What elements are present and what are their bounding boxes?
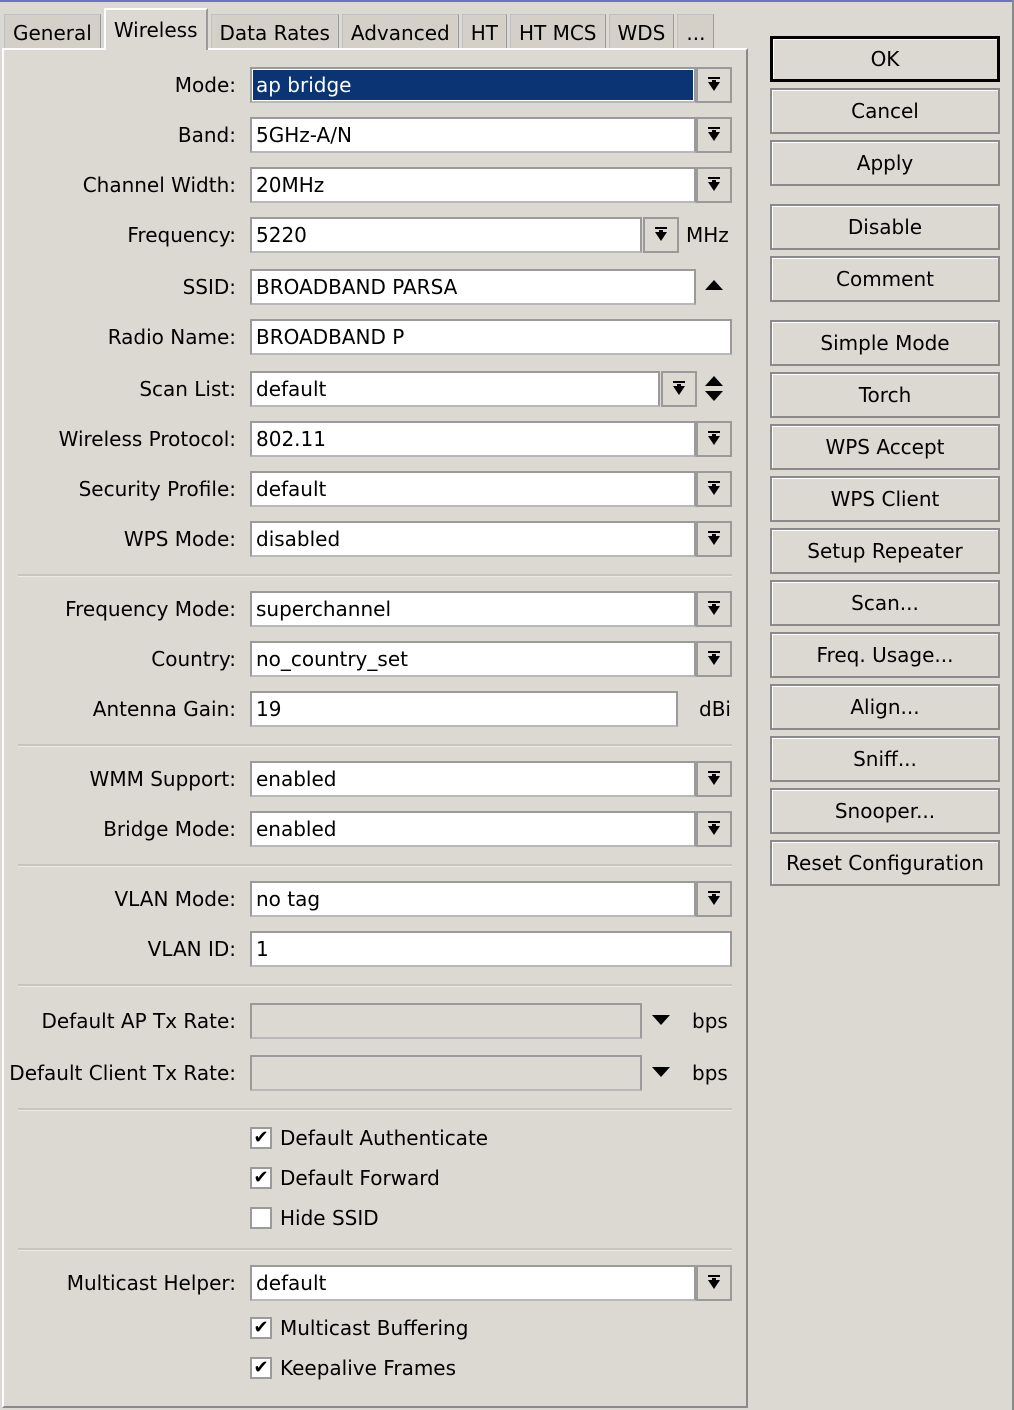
torch-button[interactable]: Torch bbox=[770, 372, 1000, 418]
scan-button[interactable]: Scan... bbox=[770, 580, 1000, 626]
ssid-label: SSID: bbox=[182, 275, 236, 299]
default-ap-tx-rate-row bbox=[0, 1003, 760, 1039]
wps-mode-select[interactable]: disabled bbox=[250, 521, 696, 557]
cancel-button[interactable]: Cancel bbox=[770, 88, 1000, 134]
country-dropdown-button[interactable] bbox=[696, 641, 732, 677]
band-dropdown-button[interactable] bbox=[696, 117, 732, 153]
bridge-mode-dropdown-button[interactable] bbox=[696, 811, 732, 847]
frequency-mode-dropdown-button[interactable] bbox=[696, 591, 732, 627]
tab-wireless[interactable]: Wireless bbox=[104, 8, 208, 50]
default-client-tx-rate-unit: bps bbox=[692, 1061, 728, 1085]
dropdown-arrow-icon bbox=[707, 431, 721, 447]
checkbox-box[interactable]: ✔ bbox=[250, 1357, 272, 1379]
mode-dropdown-button[interactable] bbox=[696, 67, 732, 103]
band-select[interactable]: 5GHz-A/N bbox=[250, 117, 696, 153]
tab-ht-mcs[interactable]: HT MCS bbox=[510, 14, 606, 50]
default-authenticate-checkbox[interactable] bbox=[250, 1124, 488, 1152]
wps-client-button[interactable]: WPS Client bbox=[770, 476, 1000, 522]
vlan-mode-row bbox=[0, 881, 760, 917]
wireless-protocol-dropdown-button[interactable] bbox=[696, 421, 732, 457]
dropdown-arrow-icon bbox=[707, 77, 721, 93]
wireless-protocol-row bbox=[0, 421, 760, 457]
bridge-mode-row bbox=[0, 811, 760, 847]
country-row bbox=[0, 641, 760, 677]
dropdown-arrow-icon bbox=[707, 127, 721, 143]
dropdown-arrow-icon bbox=[707, 601, 721, 617]
tab-general[interactable]: General bbox=[4, 14, 101, 50]
antenna-gain-unit: dBi bbox=[699, 697, 731, 721]
wps-mode-dropdown-button[interactable] bbox=[696, 521, 732, 557]
tab-bar bbox=[4, 8, 717, 50]
scan-list-row bbox=[0, 371, 760, 407]
default-forward-label: Default Forward bbox=[280, 1166, 440, 1190]
vlan-mode-dropdown-button[interactable] bbox=[696, 881, 732, 917]
default-client-tx-rate-label: Default Client Tx Rate: bbox=[9, 1061, 236, 1085]
band-row bbox=[0, 117, 760, 153]
dropdown-arrow-icon bbox=[654, 227, 668, 243]
dropdown-arrow-icon bbox=[707, 821, 721, 837]
frequency-unit: MHz bbox=[686, 223, 729, 247]
sniff-button[interactable]: Sniff... bbox=[770, 736, 1000, 782]
dropdown-arrow-icon bbox=[707, 771, 721, 787]
vlan-id-row bbox=[0, 931, 760, 967]
ssid-input[interactable]: BROADBAND PARSA bbox=[250, 269, 696, 305]
default-authenticate-label: Default Authenticate bbox=[280, 1126, 489, 1150]
mode-row bbox=[0, 67, 760, 103]
bridge-mode-select[interactable]: enabled bbox=[250, 811, 696, 847]
disable-button[interactable]: Disable bbox=[770, 204, 1000, 250]
dropdown-arrow-icon bbox=[707, 1275, 721, 1291]
security-profile-select[interactable]: default bbox=[250, 471, 696, 507]
keepalive-frames-label: Keepalive Frames bbox=[280, 1356, 457, 1380]
simple-mode-button[interactable]: Simple Mode bbox=[770, 320, 1000, 366]
expand-down-icon[interactable] bbox=[652, 1067, 670, 1077]
wps-mode-label: WPS Mode: bbox=[123, 527, 236, 551]
mode-value: ap bridge bbox=[256, 73, 352, 97]
scan-list-input[interactable]: default bbox=[250, 371, 660, 407]
wmm-support-label: WMM Support: bbox=[89, 767, 236, 791]
vlan-mode-label: VLAN Mode: bbox=[114, 887, 236, 911]
channel-width-select[interactable]: 20MHz bbox=[250, 167, 696, 203]
frequency-mode-label: Frequency Mode: bbox=[65, 597, 236, 621]
section-divider bbox=[18, 574, 732, 577]
default-forward-checkbox[interactable] bbox=[250, 1164, 440, 1192]
remove-down-icon[interactable] bbox=[705, 391, 723, 401]
section-divider bbox=[18, 1108, 732, 1111]
expand-down-icon[interactable] bbox=[652, 1015, 670, 1025]
default-ap-tx-rate-label: Default AP Tx Rate: bbox=[41, 1009, 236, 1033]
band-label: Band: bbox=[177, 123, 236, 147]
wireless-protocol-label: Wireless Protocol: bbox=[58, 427, 236, 451]
checkbox-box[interactable]: ✔ bbox=[250, 1317, 272, 1339]
section-divider bbox=[18, 984, 732, 987]
dropdown-arrow-icon bbox=[707, 891, 721, 907]
snooper-button[interactable]: Snooper... bbox=[770, 788, 1000, 834]
wmm-support-select[interactable]: enabled bbox=[250, 761, 696, 797]
multicast-helper-select[interactable]: default bbox=[250, 1265, 696, 1301]
ssid-row bbox=[0, 269, 760, 305]
wps-accept-button[interactable]: WPS Accept bbox=[770, 424, 1000, 470]
setup-repeater-button[interactable]: Setup Repeater bbox=[770, 528, 1000, 574]
radio-name-input[interactable]: BROADBAND P bbox=[250, 319, 732, 355]
tab-wds[interactable]: WDS bbox=[609, 14, 675, 50]
dropdown-arrow-icon bbox=[672, 381, 686, 397]
dropdown-arrow-icon bbox=[707, 177, 721, 193]
antenna-gain-label: Antenna Gain: bbox=[92, 697, 236, 721]
frequency-input[interactable]: 5220 bbox=[250, 217, 642, 253]
tab-more[interactable]: ... bbox=[677, 14, 714, 50]
checkbox-box[interactable] bbox=[250, 1207, 272, 1229]
apply-button[interactable]: Apply bbox=[770, 140, 1000, 186]
tab-ht[interactable]: HT bbox=[462, 14, 507, 50]
mode-label: Mode: bbox=[174, 73, 236, 97]
antenna-gain-row bbox=[0, 691, 760, 727]
scan-list-dropdown-button[interactable] bbox=[661, 371, 697, 407]
mode-select[interactable] bbox=[250, 67, 696, 103]
vlan-id-input[interactable]: 1 bbox=[250, 931, 732, 967]
checkbox-box[interactable]: ✔ bbox=[250, 1167, 272, 1189]
add-up-icon[interactable] bbox=[705, 376, 723, 386]
section-divider bbox=[18, 744, 732, 747]
checkbox-box[interactable]: ✔ bbox=[250, 1127, 272, 1149]
hide-ssid-label: Hide SSID bbox=[280, 1206, 379, 1230]
antenna-gain-input[interactable]: 19 bbox=[250, 691, 678, 727]
dropdown-arrow-icon bbox=[707, 651, 721, 667]
country-select[interactable]: no_country_set bbox=[250, 641, 696, 677]
security-profile-label: Security Profile: bbox=[78, 477, 236, 501]
ok-button[interactable]: OK bbox=[770, 36, 1000, 82]
vlan-id-label: VLAN ID: bbox=[147, 937, 236, 961]
frequency-dropdown-button[interactable] bbox=[643, 217, 679, 253]
radio-name-label: Radio Name: bbox=[107, 325, 236, 349]
dropdown-arrow-icon bbox=[707, 481, 721, 497]
default-client-tx-rate-input[interactable] bbox=[250, 1055, 642, 1091]
frequency-label: Frequency: bbox=[127, 223, 236, 247]
align-button[interactable]: Align... bbox=[770, 684, 1000, 730]
wireless-protocol-select[interactable]: 802.11 bbox=[250, 421, 696, 457]
hide-ssid-checkbox[interactable] bbox=[250, 1204, 379, 1232]
window-top-border bbox=[0, 0, 1014, 2]
multicast-buffering-checkbox[interactable] bbox=[250, 1314, 468, 1342]
bridge-mode-label: Bridge Mode: bbox=[103, 817, 236, 841]
security-profile-row bbox=[0, 471, 760, 507]
reset-configuration-button[interactable]: Reset Configuration bbox=[770, 840, 1000, 886]
wmm-support-dropdown-button[interactable] bbox=[696, 761, 732, 797]
section-divider bbox=[18, 864, 732, 867]
channel-width-dropdown-button[interactable] bbox=[696, 167, 732, 203]
channel-width-label: Channel Width: bbox=[82, 173, 236, 197]
default-ap-tx-rate-input[interactable] bbox=[250, 1003, 642, 1039]
freq-usage-button[interactable]: Freq. Usage... bbox=[770, 632, 1000, 678]
tab-data-rates[interactable]: Data Rates bbox=[211, 14, 339, 50]
vlan-mode-select[interactable]: no tag bbox=[250, 881, 696, 917]
wps-mode-row bbox=[0, 521, 760, 557]
security-profile-dropdown-button[interactable] bbox=[696, 471, 732, 507]
scan-list-label: Scan List: bbox=[139, 377, 236, 401]
frequency-mode-select[interactable]: superchannel bbox=[250, 591, 696, 627]
section-divider bbox=[18, 1248, 732, 1251]
multicast-helper-label: Multicast Helper: bbox=[66, 1271, 236, 1295]
wmm-support-row bbox=[0, 761, 760, 797]
frequency-mode-row bbox=[0, 591, 760, 627]
default-ap-tx-rate-unit: bps bbox=[692, 1009, 728, 1033]
multicast-helper-dropdown-button[interactable] bbox=[696, 1265, 732, 1301]
collapse-up-icon[interactable] bbox=[705, 280, 723, 290]
channel-width-row bbox=[0, 167, 760, 203]
default-client-tx-rate-row bbox=[0, 1055, 760, 1091]
frequency-row bbox=[0, 217, 760, 253]
dropdown-arrow-icon bbox=[707, 531, 721, 547]
multicast-helper-row bbox=[0, 1265, 760, 1301]
country-label: Country: bbox=[151, 647, 236, 671]
keepalive-frames-checkbox[interactable] bbox=[250, 1354, 456, 1382]
radio-name-row bbox=[0, 319, 760, 355]
multicast-buffering-label: Multicast Buffering bbox=[280, 1316, 469, 1340]
comment-button[interactable]: Comment bbox=[770, 256, 1000, 302]
tab-advanced[interactable]: Advanced bbox=[342, 14, 459, 50]
